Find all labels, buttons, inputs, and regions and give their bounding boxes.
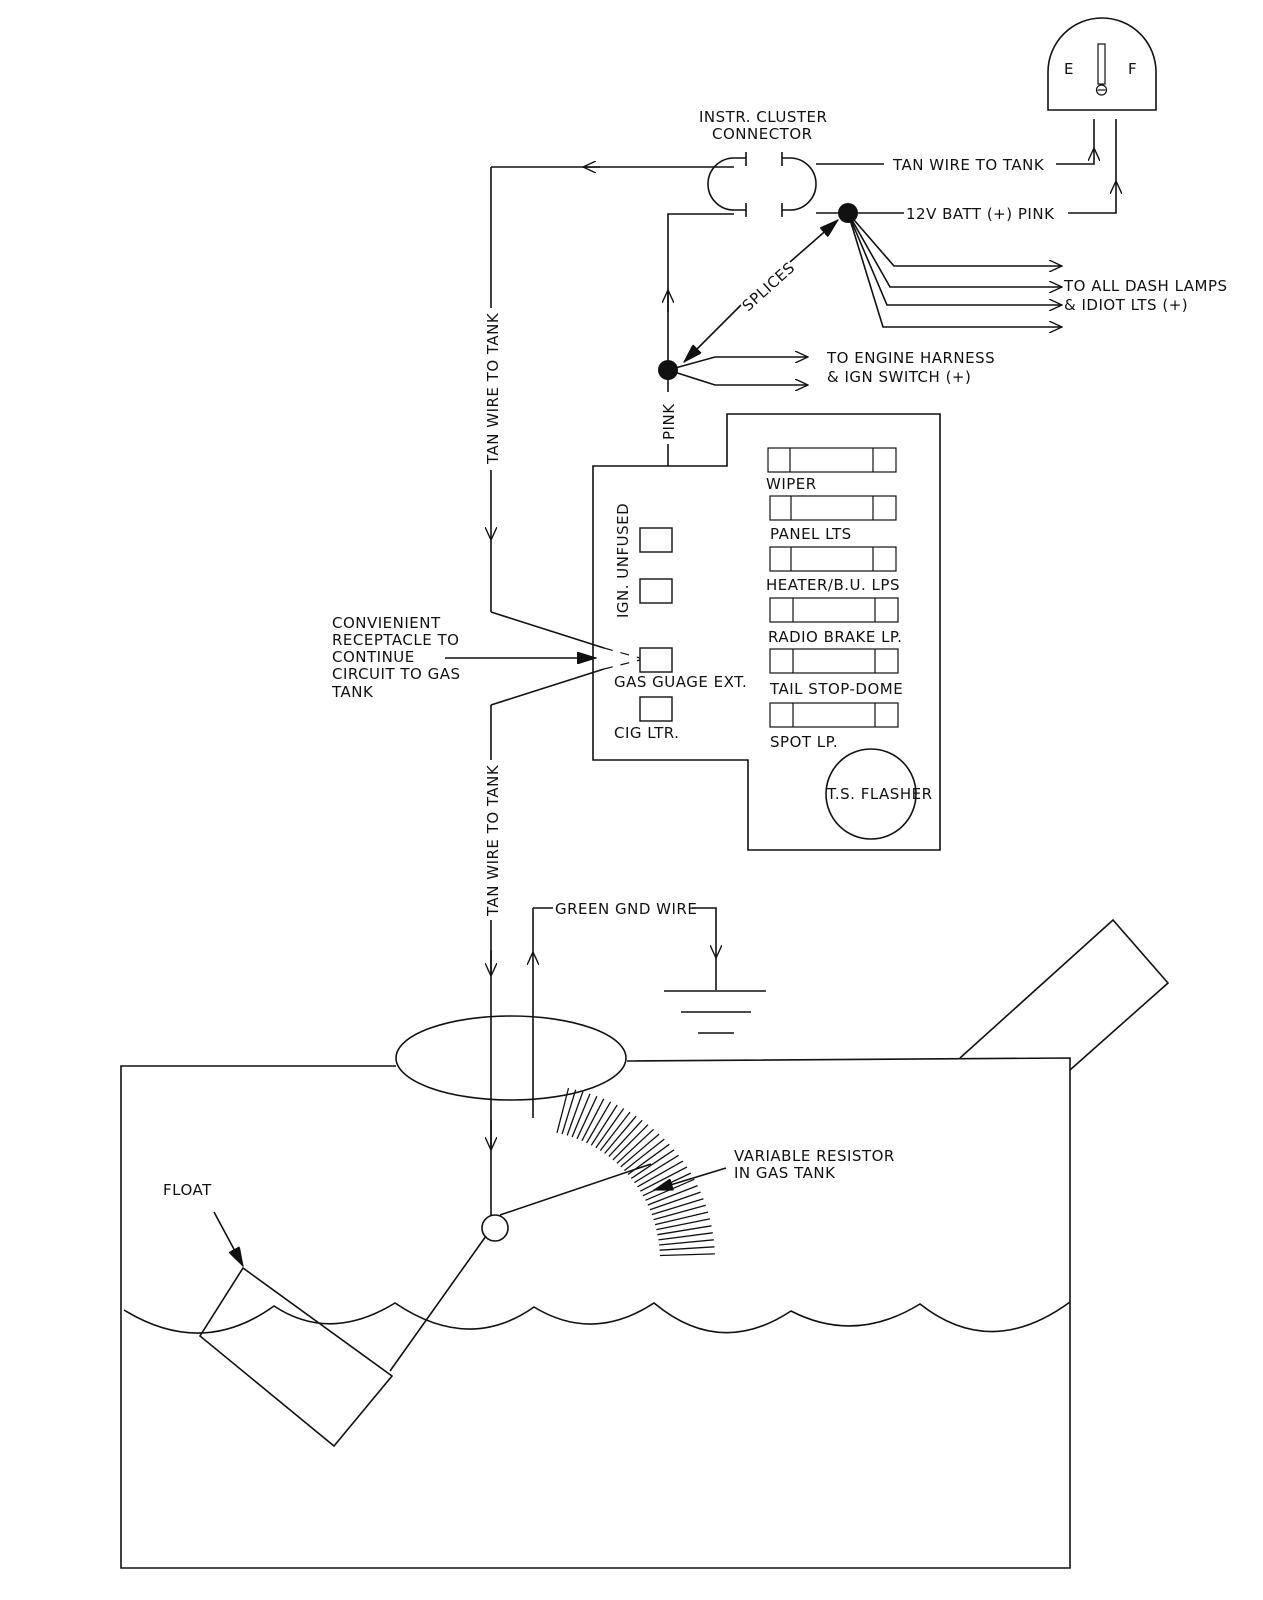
tan-wire-to-tank-top-label: TAN WIRE TO TANK xyxy=(893,156,1045,174)
fuse-label-tail-stop-dome: TAIL STOP-DOME xyxy=(770,680,904,698)
dash-lamps-fanout xyxy=(848,213,1062,327)
ign-unfused-socket-2 xyxy=(640,579,672,603)
variable-resistor-label-1: VARIABLE RESISTOR xyxy=(734,1147,895,1165)
tan-wire-upper xyxy=(491,167,734,648)
batt-to-gauge-arrow xyxy=(1068,181,1116,213)
resistor-tick xyxy=(659,1240,714,1245)
resistor-tick xyxy=(557,1088,569,1133)
ground-symbol xyxy=(664,991,766,1033)
resistor-tick xyxy=(609,1120,642,1156)
svg-text:CONTINUE: CONTINUE xyxy=(332,648,415,666)
resistor-tick xyxy=(562,1090,576,1134)
batt-pink-label: 12V BATT (+) PINK xyxy=(906,205,1055,223)
sender-unit-flange xyxy=(396,1016,626,1100)
fuse-heater xyxy=(766,547,900,594)
fuse-tail-stop-dome xyxy=(769,649,903,698)
float-label: FLOAT xyxy=(163,1181,212,1199)
splices-label: SPLICES xyxy=(738,258,799,315)
resistor-tick xyxy=(660,1254,715,1256)
svg-text:RECEPTACLE TO: RECEPTACLE TO xyxy=(332,631,460,649)
splices-leader-lower xyxy=(684,305,741,362)
float-arm xyxy=(390,1164,651,1371)
ign-switch-label: & IGN SWITCH (+) xyxy=(827,368,972,386)
resistor-tick xyxy=(596,1109,624,1148)
pink-label: PINK xyxy=(660,403,678,440)
pink-feed-wire xyxy=(668,214,734,370)
cig-ltr-socket xyxy=(640,697,672,721)
pivot-icon xyxy=(482,1215,508,1241)
fuel-surface xyxy=(124,1302,1070,1333)
fuse-spot-lp xyxy=(770,703,898,751)
fuse-label-heater: HEATER/B.U. LPS xyxy=(766,576,900,594)
variable-resistor xyxy=(557,1088,715,1255)
float xyxy=(200,1268,392,1446)
resistor-tick xyxy=(591,1105,617,1145)
resistor-tick xyxy=(660,1247,715,1250)
resistor-tick xyxy=(654,1205,706,1219)
svg-text:CONVIENIENT: CONVIENIENT xyxy=(332,614,441,632)
tan-wire-gauge-arrow xyxy=(1056,148,1094,164)
tan-wire-lower xyxy=(491,669,604,1215)
ign-unfused-label: IGN. UNFUSED xyxy=(614,502,632,618)
gas-guage-ext-socket xyxy=(640,648,672,672)
to-engine-harness-label: TO ENGINE HARNESS xyxy=(827,349,996,367)
convenient-receptacle-note xyxy=(331,614,596,701)
filler-neck xyxy=(960,920,1168,1070)
fuse-label-wiper: WIPER xyxy=(766,475,817,493)
fuse-wiper xyxy=(766,448,896,493)
resistor-tick xyxy=(655,1212,708,1225)
float-leader xyxy=(214,1212,243,1266)
green-gnd-wire-label: GREEN GND WIRE xyxy=(555,900,698,918)
instr-cluster-connector xyxy=(699,108,827,217)
ts-flasher-label: T.S. FLASHER xyxy=(827,785,933,803)
svg-text:TANK: TANK xyxy=(332,683,374,701)
svg-text:CIRCUIT TO GAS: CIRCUIT TO GAS xyxy=(332,665,461,683)
fuse-label-radio-brake: RADIO BRAKE LP. xyxy=(768,628,903,646)
gas-tank xyxy=(121,920,1168,1568)
resistor-tick xyxy=(605,1116,637,1153)
to-all-dash-lamps-label: TO ALL DASH LAMPS xyxy=(1064,277,1228,295)
gauge-full-label: F xyxy=(1128,60,1138,78)
tan-wire-vertical-lower-label: TAN WIRE TO TANK xyxy=(484,764,502,916)
fuel-gauge xyxy=(1048,18,1156,110)
resistor-tick xyxy=(613,1125,648,1160)
fuse-block xyxy=(593,414,940,850)
ign-unfused-socket-1 xyxy=(640,528,672,552)
gauge-empty-label: E xyxy=(1064,60,1074,78)
resistor-tick xyxy=(631,1150,674,1179)
resistor-tick xyxy=(617,1129,654,1163)
instr-cluster-label: INSTR. CLUSTER xyxy=(699,108,828,126)
fuse-panel-lts xyxy=(770,496,896,543)
resistor-tick xyxy=(634,1155,678,1182)
engine-harness-wire-1 xyxy=(668,357,808,370)
splices-leader-upper xyxy=(790,220,838,262)
resistor-tick xyxy=(600,1112,630,1151)
variable-resistor-label-2: IN GAS TANK xyxy=(734,1164,836,1182)
resistor-tick xyxy=(621,1134,659,1167)
cig-ltr-label: CIG LTR. xyxy=(614,724,680,742)
green-ground-wire xyxy=(533,900,716,1118)
idiot-lts-label: & IDIOT LTS (+) xyxy=(1064,296,1189,314)
gas-guage-ext-label: GAS GUAGE EXT. xyxy=(614,673,748,691)
engine-harness-wire-2 xyxy=(668,370,808,385)
fuse-radio-brake xyxy=(768,598,902,646)
fuse-label-spot-lp: SPOT LP. xyxy=(770,733,839,751)
tan-wire-vertical-upper-label: TAN WIRE TO TANK xyxy=(484,312,502,464)
connector-label: CONNECTOR xyxy=(712,125,813,143)
fuse-label-panel-lts: PANEL LTS xyxy=(770,525,852,543)
